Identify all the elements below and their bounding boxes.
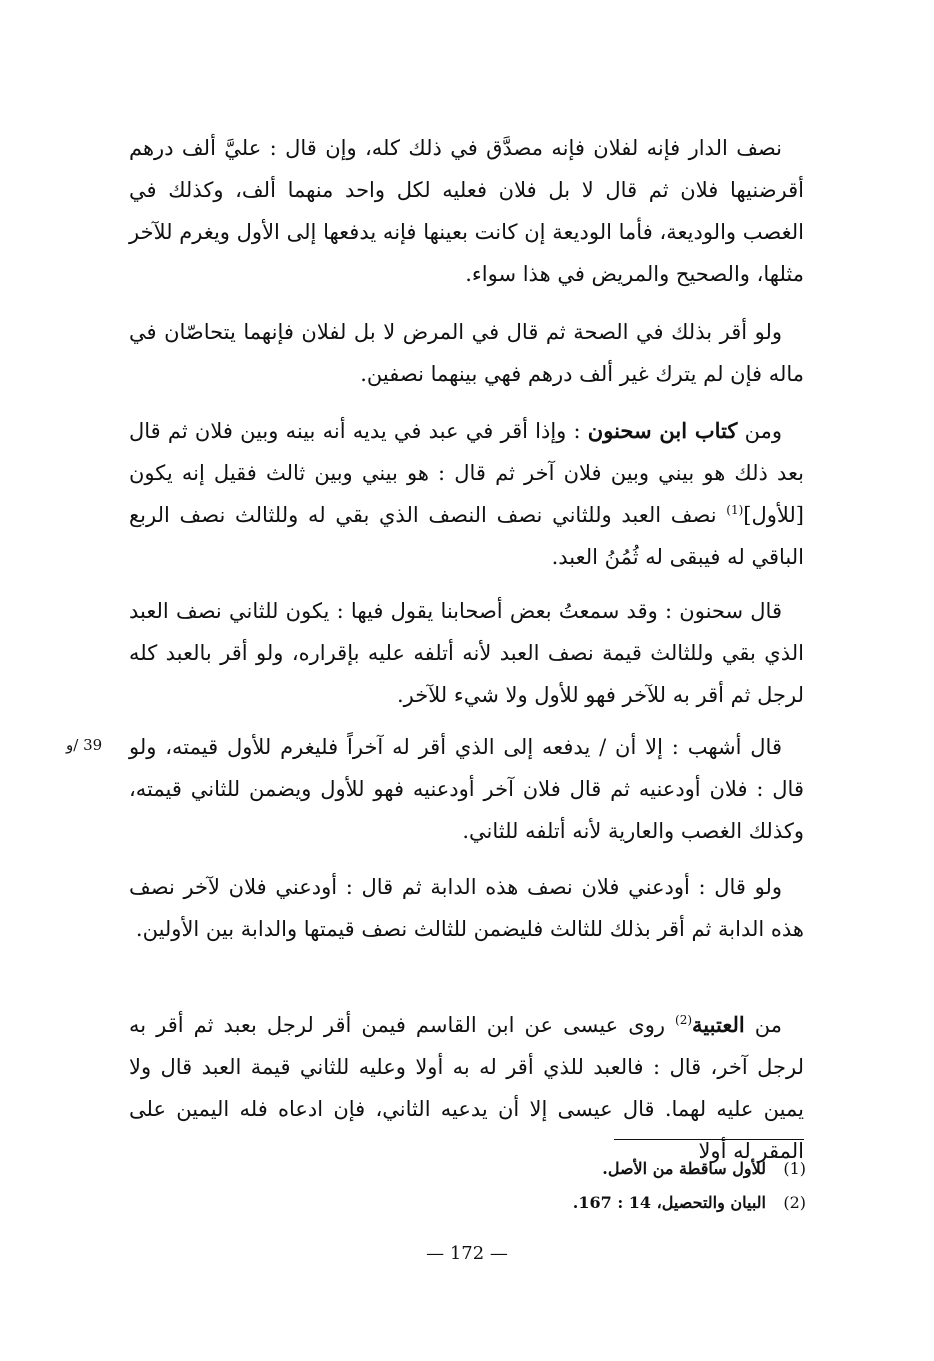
footnote-separator [614, 1139, 804, 1140]
paragraph-4: قال سحنون : وقد سمعتُ بعض أصحابنا يقول فيها : يكون للثاني نصف العبد الذي بقي وللثالث قيمة نصف العبد لأنه أتلفه عليه بإقراره، ولو أقر بالعبد كله لرجل ثم أقر به للآخر فهو للأول ولا شيء للآخر. [129, 599, 804, 707]
footnote-ref-1: (1) [726, 503, 744, 517]
footnote-2-number: (2) [783, 1193, 806, 1212]
footnote-2 [131, 1186, 806, 1220]
p2-block [129, 311, 804, 395]
folio-margin-note: 39 /و [66, 736, 103, 754]
footnote-1-text: للأول ساقطة من الأصل. [602, 1159, 766, 1178]
paragraph-3-post: : وإذا أقر في عبد في يديه أنه بينه وبين فلان ثم قال بعد ذلك هو بيني وبين فلان آخر ثم قال : هو بيني وبين ثالث فقيل إنه يكون [للأول] [129, 419, 804, 527]
paragraph-7-post: روى عيسى عن ابن القاسم فيمن أقر لرجل بعبد ثم أقر به لرجل آخر، قال : فالعبد للذي أقر له به أولا وعليه للثاني قيمة العبد قال ولا يمين عليه لهما. قال عيسى إلا أن يدعيه الثاني، فإن ادعاه فله اليمين على المقر له أولا [129, 1013, 804, 1163]
footnote-ref-2: (2) [675, 1013, 693, 1027]
paragraph-7 [129, 1004, 804, 1172]
source-title-ibn-sahnun: كتاب ابن سحنون [587, 418, 738, 443]
p3-block [129, 410, 804, 578]
p1-block [129, 127, 804, 295]
paragraph-6: ولو قال : أودعني فلان نصف هذه الدابة ثم قال : أودعني فلان لآخر نصف هذه الدابة ثم أقر بذلك للثالث فليضمن للثالث نصف قيمتها والدابة بين الأولين. [129, 875, 804, 941]
paragraph-5: قال أشهب : إلا أن / يدفعه إلى الذي أقر له آخراً فليغرم للأول قيمته، ولو قال : فلان أودعنيه ثم قال فلان آخر أودعنيه فهو للأول ويضمن للثاني قيمته، وكذلك الغصب والعارية لأنه أتلفه للثاني. [129, 735, 804, 843]
paragraph-7-pre: من [744, 1013, 782, 1037]
p4-block [129, 590, 804, 716]
source-title-utbiyya: العتبية [692, 1012, 745, 1037]
paragraph-2: ولو أقر بذلك في الصحة ثم قال في المرض لا بل لفلان فإنهما يتحاصّان في ماله فإن لم يترك غير ألف درهم فهي بينهما نصفين. [129, 320, 804, 386]
paragraph-3-pre: ومن [737, 419, 782, 443]
paragraph-3 [129, 410, 804, 578]
footnotes [131, 1152, 806, 1220]
p6-block [129, 866, 804, 950]
p5-block [129, 726, 804, 852]
footnote-1-number: (1) [783, 1159, 806, 1178]
footnote-2-text: البيان والتحصيل، 14 : 167. [572, 1193, 766, 1212]
paragraph-3-post2: نصف العبد وللثاني نصف النصف الذي بقي له وللثالث نصف الربع الباقي له فيبقى له ثُمُنُ العبد. [129, 503, 804, 569]
page-number: — 172 — [426, 1243, 508, 1264]
paragraph-1: نصف الدار فإنه لفلان فإنه مصدَّق في ذلك كله، وإن قال : عليَّ ألف درهم أقرضنيها فلان ثم قال لا بل فلان فعليه لكل واحد منهما ألف، وكذلك في الغصب والوديعة، فأما الوديعة إن كانت بعينها فإنه يدفعها إلى الأول ويغرم للآخر مثلها، والصحيح والمريض في هذا سواء. [129, 136, 804, 286]
footnote-1 [131, 1152, 806, 1186]
p7-block [129, 1004, 804, 1172]
